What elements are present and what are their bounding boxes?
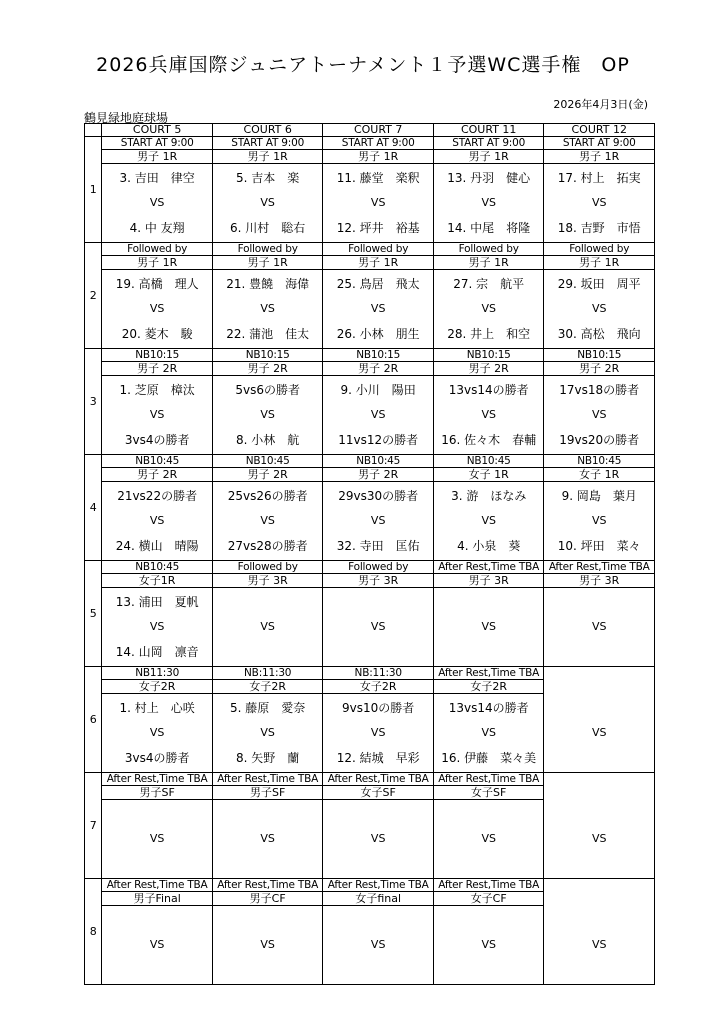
match-time: After Rest,Time TBA [213,773,323,786]
player-two: 16. 伊藤 菜々美 [441,750,537,765]
match-cell [433,879,544,985]
match-cell [433,243,544,349]
player-two: 27vs28の勝者 [227,538,308,553]
player-one: 21. 豊饒 海偉 [226,276,310,291]
player-one [544,803,654,825]
player-one [102,909,212,931]
player-two [434,959,544,981]
match-cell [433,455,544,561]
player-two: 14. 中尾 将隆 [447,220,531,235]
slot-number: 3 [85,349,102,455]
player-one: 17. 村上 拓実 [557,170,641,185]
player-two [544,853,654,875]
player-one: 3. 游 ほなみ [451,488,527,503]
versus-label: VS [591,619,607,633]
match-cell [544,561,655,667]
player-one [434,591,544,613]
match-round: 男子 1R [213,256,323,270]
player-two [323,959,433,981]
slot-number: 5 [85,561,102,667]
match-cell [323,561,434,667]
versus-label: VS [260,195,275,209]
court-header: COURT 12 [544,124,655,137]
match-round: 男子 2R [102,468,212,482]
match-time: START AT 9:00 [434,137,544,150]
player-one: 5vs6の勝者 [235,382,300,397]
match-time: NB:11:30 [323,667,433,680]
match-slot-row [85,879,655,985]
match-cell [212,561,323,667]
versus-label: VS [591,195,607,209]
versus-label: VS [591,725,607,739]
player-two: 14. 山岡 凛音 [115,644,199,659]
match-cell [323,455,434,561]
match-round: 男子 3R [434,574,544,588]
match-cell [102,455,213,561]
match-cell [544,773,655,879]
match-cell [212,349,323,455]
match-time: NB10:45 [434,455,544,468]
match-cell [102,879,213,985]
schedule-table [84,123,655,985]
match-time: After Rest,Time TBA [102,879,212,892]
versus-label: VS [370,301,386,315]
match-cell [544,349,655,455]
match-time: Followed by [323,561,433,574]
match-cell [212,455,323,561]
slot-number: 8 [85,879,102,985]
slot-number: 6 [85,667,102,773]
match-time: After Rest,Time TBA [102,773,212,786]
match-cell [212,137,323,243]
match-round: 男子 1R [323,150,433,164]
match-cell [323,667,434,773]
player-two: 16. 佐々木 春輔 [441,432,537,447]
player-one: 29. 坂田 周平 [557,276,641,291]
player-two: 11vs12の勝者 [338,432,419,447]
match-round: 男子 1R [434,256,544,270]
match-slot-row [85,137,655,243]
match-round: 男子SF [213,786,323,800]
player-one: 21vs22の勝者 [117,488,198,503]
match-round: 男子 1R [544,256,654,270]
versus-label: VS [370,619,386,633]
player-two: 18. 吉野 市悟 [557,220,641,235]
match-round: 男子 2R [544,362,654,376]
match-time: NB10:45 [102,561,212,574]
player-two [213,853,323,875]
versus-label: VS [370,407,386,421]
versus-label: VS [260,301,275,315]
match-round: 男子 2R [102,362,212,376]
player-two [544,641,654,663]
player-one [323,803,433,825]
match-time: Followed by [544,243,654,256]
match-round: 男子 3R [323,574,433,588]
match-round: 男子 2R [323,468,433,482]
match-round: 女子2R [434,680,544,694]
match-time: After Rest,Time TBA [434,773,544,786]
match-round: 男子 1R [434,150,544,164]
player-two: 22. 蒲池 佳太 [226,326,310,341]
player-one [213,591,323,613]
match-cell [212,879,323,985]
match-round: 女子1R [102,574,212,588]
match-cell [323,773,434,879]
versus-label: VS [370,937,386,951]
versus-label: VS [149,513,165,527]
player-one: 27. 宗 航平 [453,276,525,291]
player-two [434,853,544,875]
player-two: 8. 矢野 蘭 [236,750,300,765]
player-one: 5. 藤原 愛奈 [230,700,306,715]
match-cell [544,667,655,773]
player-one: 3. 吉田 律空 [119,170,195,185]
match-round: 女子 1R [434,468,544,482]
slot-number: 7 [85,773,102,879]
header-corner [85,124,102,137]
match-time: START AT 9:00 [102,137,212,150]
match-round: 女子CF [434,892,544,906]
player-one: 13. 丹羽 健心 [447,170,531,185]
versus-label: VS [260,831,275,845]
match-time: After Rest,Time TBA [434,667,544,680]
player-one: 9vs10の勝者 [342,700,415,715]
court-header: COURT 7 [323,124,434,137]
player-one [434,803,544,825]
versus-label: VS [149,937,165,951]
player-one [213,803,323,825]
match-cell [544,243,655,349]
player-two [323,641,433,663]
match-time: After Rest,Time TBA [213,879,323,892]
player-one: 25. 鳥居 飛太 [336,276,420,291]
event-date: 2026年4月3日(金) [553,98,648,111]
match-cell [212,773,323,879]
player-one: 5. 吉本 楽 [236,170,300,185]
match-cell [102,667,213,773]
court-header: COURT 11 [433,124,544,137]
match-cell [102,137,213,243]
versus-label: VS [591,513,607,527]
versus-label: VS [481,831,496,845]
versus-label: VS [149,725,165,739]
match-cell [323,137,434,243]
match-cell [323,243,434,349]
player-one [213,909,323,931]
match-cell [102,561,213,667]
versus-label: VS [481,725,496,739]
match-round: 男子CF [213,892,323,906]
match-cell [433,773,544,879]
player-two [102,959,212,981]
match-round: 男子Final [102,892,212,906]
match-time: NB10:45 [544,455,654,468]
match-time: NB10:45 [213,455,323,468]
player-two: 3vs4の勝者 [124,432,190,447]
match-cell [544,455,655,561]
versus-label: VS [260,513,275,527]
match-round: 男子SF [102,786,212,800]
versus-label: VS [260,619,275,633]
player-two [102,853,212,875]
versus-label: VS [481,513,496,527]
player-one: 9. 岡島 葉月 [561,488,637,503]
versus-label: VS [370,195,386,209]
match-time: Followed by [102,243,212,256]
match-cell [102,773,213,879]
versus-label: VS [481,619,496,633]
versus-label: VS [260,407,275,421]
page-title: 2026兵庫国際ジュニアトーナメント１予選WC選手権 OP [96,54,630,76]
match-time: NB10:15 [102,349,212,362]
match-round [544,786,654,800]
match-round: 男子 2R [434,362,544,376]
versus-label: VS [149,301,165,315]
match-slot-row [85,349,655,455]
match-time: After Rest,Time TBA [434,561,544,574]
match-slot-row [85,243,655,349]
match-round: 男子 1R [323,256,433,270]
match-time: After Rest,Time TBA [544,561,654,574]
match-round: 女子2R [323,680,433,694]
player-two [213,959,323,981]
versus-label: VS [149,619,165,633]
match-time: NB10:15 [213,349,323,362]
player-two: 4. 中 友翔 [129,220,185,235]
match-round: 男子 3R [213,574,323,588]
match-time: NB11:30 [102,667,212,680]
player-two: 30. 高松 飛向 [557,326,641,341]
court-header-row [85,124,655,137]
player-one: 13. 浦田 夏帆 [115,594,199,609]
player-two: 3vs4の勝者 [124,750,190,765]
match-time: NB10:15 [544,349,654,362]
player-one [102,803,212,825]
match-cell [323,349,434,455]
player-two: 4. 小泉 葵 [457,538,521,553]
player-one: 1. 村上 心咲 [119,700,195,715]
versus-label: VS [591,301,607,315]
match-round: 男子 3R [544,574,654,588]
slot-number: 2 [85,243,102,349]
match-time: START AT 9:00 [544,137,654,150]
versus-label: VS [481,407,496,421]
player-one [544,591,654,613]
match-round: 女子 1R [544,468,654,482]
versus-label: VS [370,725,386,739]
match-round: 男子 2R [213,362,323,376]
court-header: COURT 5 [102,124,213,137]
versus-label: VS [481,301,496,315]
player-two: 24. 横山 晴陽 [115,538,199,553]
match-time: NB10:15 [434,349,544,362]
match-slot-row [85,773,655,879]
match-round: 男子 2R [213,468,323,482]
player-two: 28. 井上 和空 [447,326,531,341]
match-time [544,879,654,892]
match-cell [212,243,323,349]
match-time: Followed by [213,243,323,256]
player-two: 6. 川村 聡右 [230,220,306,235]
player-one: 13vs14の勝者 [448,382,529,397]
match-time: NB10:45 [323,455,433,468]
player-one [544,697,654,719]
player-two: 10. 坪田 菜々 [557,538,641,553]
match-round [544,680,654,694]
player-one [544,909,654,931]
match-time: NB10:45 [102,455,212,468]
match-round: 男子 1R [544,150,654,164]
match-round: 男子 1R [213,150,323,164]
match-round [544,892,654,906]
player-two: 19vs20の勝者 [559,432,640,447]
player-one: 25vs26の勝者 [227,488,308,503]
player-one [323,909,433,931]
match-round: 男子 1R [102,150,212,164]
player-two [544,747,654,769]
versus-label: VS [260,725,275,739]
versus-label: VS [370,513,386,527]
match-time: After Rest,Time TBA [434,879,544,892]
match-time: Followed by [434,243,544,256]
versus-label: VS [591,831,607,845]
match-cell [433,349,544,455]
match-cell [433,667,544,773]
court-header: COURT 6 [212,124,323,137]
player-one: 29vs30の勝者 [338,488,419,503]
player-one: 11. 藤堂 楽釈 [336,170,420,185]
player-one [434,909,544,931]
slot-number: 4 [85,455,102,561]
match-round: 女子SF [323,786,433,800]
match-round: 女子2R [102,680,212,694]
match-round: 女子SF [434,786,544,800]
match-cell [433,561,544,667]
player-two [544,959,654,981]
versus-label: VS [149,831,165,845]
match-time [544,667,654,680]
match-cell [544,137,655,243]
match-cell [433,137,544,243]
match-slot-row [85,667,655,773]
player-two: 12. 結城 早彩 [336,750,420,765]
versus-label: VS [481,195,496,209]
match-time: Followed by [213,561,323,574]
player-one [323,591,433,613]
match-round: 男子 2R [323,362,433,376]
versus-label: VS [260,937,275,951]
versus-label: VS [591,407,607,421]
match-cell [212,667,323,773]
match-time: START AT 9:00 [213,137,323,150]
player-two [434,641,544,663]
versus-label: VS [149,407,165,421]
match-cell [544,879,655,985]
match-cell [323,879,434,985]
player-two [213,641,323,663]
match-time: After Rest,Time TBA [323,879,433,892]
player-two [323,853,433,875]
match-cell [102,349,213,455]
player-two: 12. 坪井 裕基 [336,220,420,235]
match-time [544,773,654,786]
player-two: 32. 寺田 匡佑 [336,538,420,553]
player-one: 9. 小川 陽田 [340,382,416,397]
versus-label: VS [149,195,165,209]
versus-label: VS [591,937,607,951]
match-slot-row [85,561,655,667]
player-two: 20. 菱木 駿 [121,326,193,341]
player-one: 17vs18の勝者 [559,382,640,397]
match-round: 女子final [323,892,433,906]
player-one: 1. 芝原 樟汰 [119,382,195,397]
venue-name: 鶴見緑地庭球場 [84,111,169,125]
versus-label: VS [481,937,496,951]
match-time: START AT 9:00 [323,137,433,150]
match-cell [102,243,213,349]
slot-number: 1 [85,137,102,243]
match-round: 男子 1R [102,256,212,270]
player-one: 19. 高橋 理人 [115,276,199,291]
versus-label: VS [370,831,386,845]
match-time: NB:11:30 [213,667,323,680]
match-time: NB10:15 [323,349,433,362]
player-two: 8. 小林 航 [236,432,300,447]
match-time: After Rest,Time TBA [323,773,433,786]
match-time: Followed by [323,243,433,256]
player-one: 13vs14の勝者 [448,700,529,715]
match-slot-row [85,455,655,561]
player-two: 26. 小林 朋生 [336,326,420,341]
match-round: 女子2R [213,680,323,694]
